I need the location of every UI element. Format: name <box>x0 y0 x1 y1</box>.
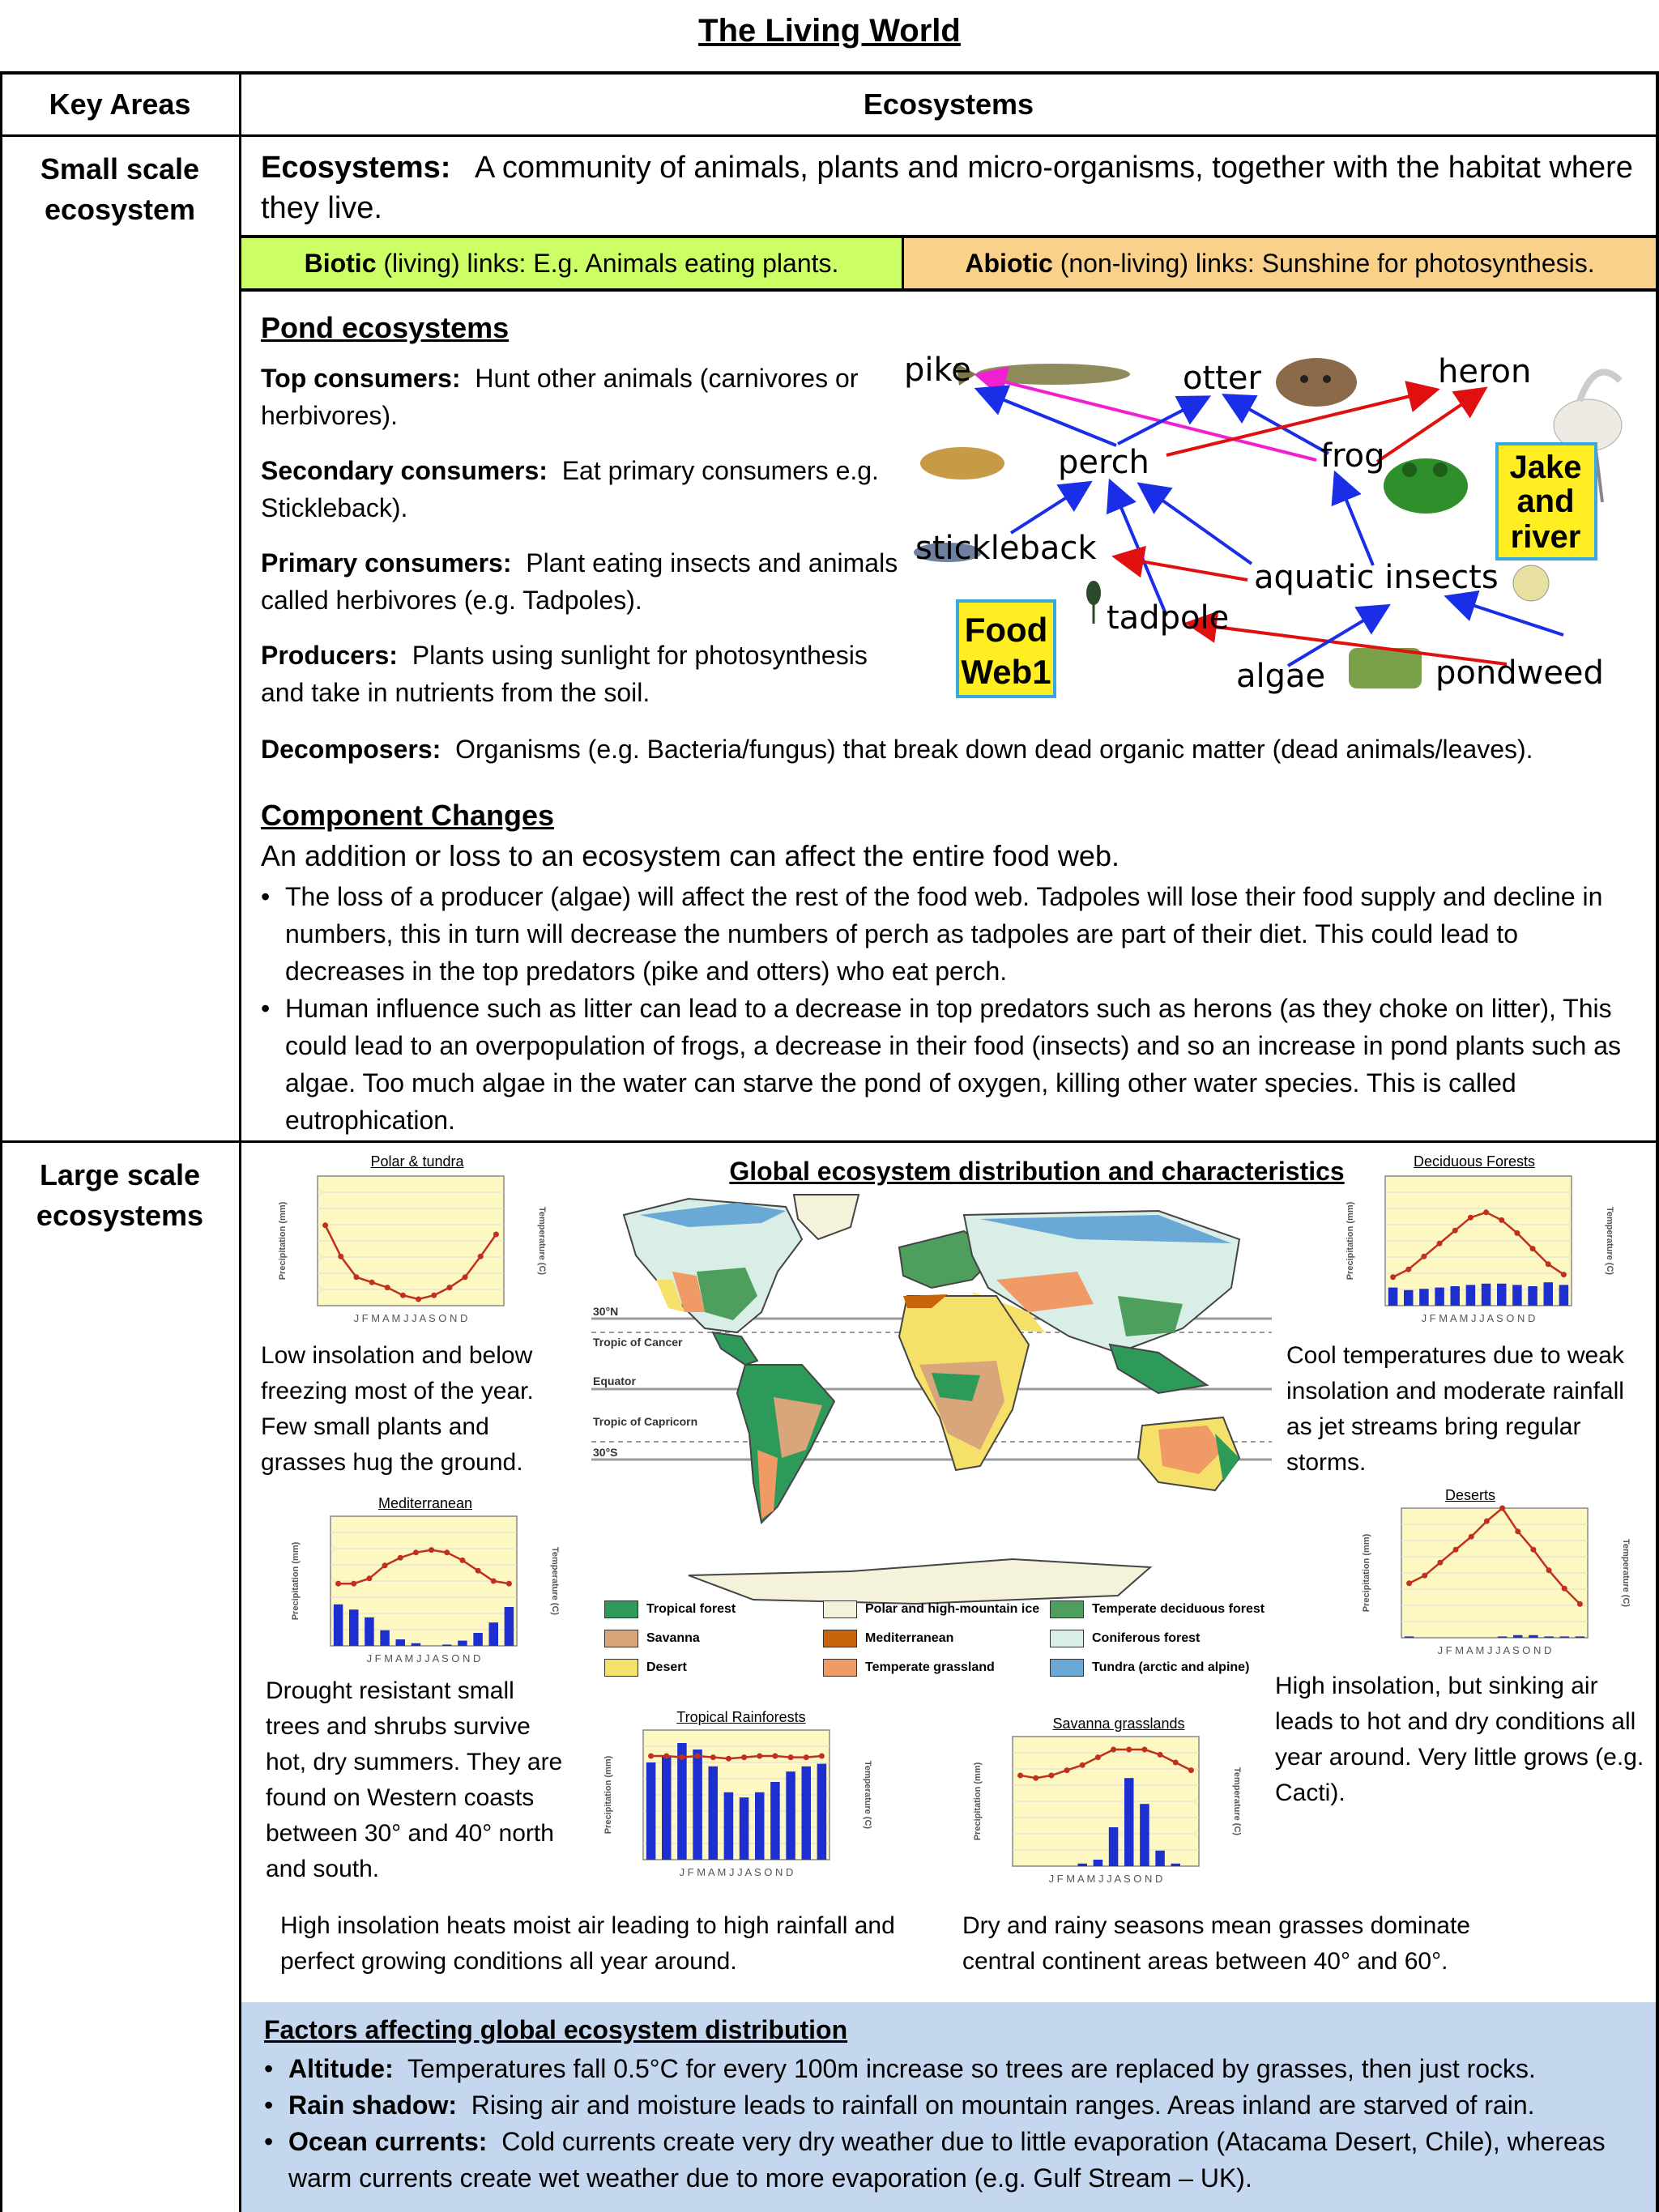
legend-label: Tundra (arctic and alpine) <box>1092 1660 1250 1675</box>
precip-bar <box>334 1605 343 1646</box>
food-web-diagram <box>899 340 1644 713</box>
temperature-point <box>1173 1760 1179 1766</box>
precip-bar <box>412 1643 421 1646</box>
precip-bar <box>1451 1286 1461 1306</box>
factor-term: Rain shadow: <box>288 2091 458 2120</box>
node-algae: algae <box>1236 658 1326 695</box>
legend-label: Temperate grassland <box>865 1660 995 1675</box>
perch-picture <box>920 447 1004 479</box>
temperature-point <box>1530 1246 1536 1251</box>
precip-bar <box>1497 1284 1507 1306</box>
legend-item <box>823 1630 1050 1647</box>
pond-text: Plant eating insects and animals called herbivores (e.g. Tadpoles). <box>261 548 898 615</box>
temperature-point <box>663 1754 669 1759</box>
table-column-divider <box>239 71 241 2212</box>
legend-label: Temperate deciduous forest <box>1092 1602 1265 1617</box>
legend-label: Savanna <box>646 1631 700 1646</box>
badge2-line: Food <box>964 611 1048 649</box>
temperature-point <box>322 1222 328 1228</box>
factor-item <box>264 2051 1641 2087</box>
frog-picture <box>1384 458 1468 514</box>
temperature-point <box>726 1756 731 1762</box>
map-label-capricorn: Tropic of Capricorn <box>593 1415 698 1428</box>
algae-picture <box>1349 648 1422 688</box>
temp-axis-label: Temperature (C) <box>537 1206 547 1276</box>
pond-text: Eat primary consumers e.g. Stickleback). <box>261 456 879 522</box>
temperature-point <box>366 1575 372 1581</box>
precip-axis-label: Precipitation (mm) <box>278 1201 288 1281</box>
legend-item <box>823 1659 1050 1677</box>
changes-bullet: • The loss of a producer (algae) will affect the rest of the food web. Tadpoles will lose their food supply and decline in numbers, this in turn will decrease the numbers of perch as tadpoles are part of their diet. This could lead to decreases in the top predators (pike and otters) who eat perch. <box>261 878 1638 990</box>
precip-axis-label: Precipitation (mm) <box>603 1755 613 1835</box>
pond-term: Top consumers: <box>261 364 461 393</box>
temperature-point <box>459 1558 465 1563</box>
climate-graph-polar <box>261 1171 561 1340</box>
temperature-point <box>1017 1773 1023 1779</box>
climate-title-deserts: Deserts <box>1444 1487 1495 1503</box>
legend-swatch <box>823 1659 857 1677</box>
map-label-30s: 30°S <box>593 1446 618 1459</box>
precip-bar <box>473 1633 483 1646</box>
precip-bar <box>1512 1285 1522 1306</box>
precip-bar <box>1466 1285 1476 1306</box>
precip-bar <box>349 1609 359 1646</box>
legend-label: Coniferous forest <box>1092 1631 1201 1646</box>
temperature-point <box>1064 1767 1070 1773</box>
temp-axis-label: Temperature (C) <box>1605 1206 1614 1276</box>
climate-desc-polar: Low insolation and below freezing most of the year. Few small plants and grasses hug the ground. <box>261 1342 534 1476</box>
otter-picture <box>1276 358 1357 407</box>
precip-bar <box>646 1762 656 1860</box>
insect-picture <box>1513 565 1549 601</box>
abiotic-text: (non-living) links: Sunshine for photosynthesis. <box>1060 248 1595 278</box>
precip-bar <box>396 1639 406 1646</box>
precip-bar <box>1529 1635 1538 1638</box>
precip-bar <box>1544 1282 1554 1306</box>
temperature-point <box>382 1562 388 1568</box>
food-web1-badge <box>957 601 1055 697</box>
legend-swatch <box>1050 1600 1084 1618</box>
legend-swatch <box>1050 1630 1084 1647</box>
precip-axis-label: Precipitation (mm) <box>973 1762 983 1841</box>
precip-bar <box>786 1771 795 1860</box>
temperature-point <box>1080 1762 1085 1768</box>
legend-swatch <box>823 1630 857 1647</box>
precip-bar <box>442 1644 452 1646</box>
pond-decomposers <box>261 731 1646 768</box>
map-legend <box>604 1600 1269 1677</box>
legend-swatch <box>604 1600 638 1618</box>
legend-item <box>604 1659 823 1677</box>
factors-heading: Factors affecting global ecosystem distribution <box>264 2015 848 2044</box>
temperature-point <box>679 1754 684 1760</box>
definition-term: Ecosystems: <box>261 151 451 185</box>
definition-text: A community of animals, plants and micro-organisms, together with the habitat where they live. <box>261 151 1633 225</box>
pond-item-secondary-consumers <box>261 452 917 526</box>
node-perch: perch <box>1058 444 1149 481</box>
changes-bullet: • Human influence such as litter can lead to a decrease in top predators such as herons (as they choke on litter), This could lead to an overpopulation of frogs, a decrease in their food (insects) and so an increase in pond plants such as algae. Too much algae in the water can starve the pond of oxygen, killing other water species. This is called eutrophication. <box>261 990 1638 1139</box>
temperature-point <box>710 1754 716 1760</box>
decomposers-term: Decomposers: <box>261 735 441 764</box>
precip-bar <box>1482 1284 1491 1306</box>
temperature-point <box>1499 1217 1504 1223</box>
temperature-point <box>1095 1754 1101 1760</box>
month-axis-labels: J F M A M J J A S O N D <box>1421 1312 1536 1324</box>
climate-graph-deciduous <box>1328 1171 1628 1340</box>
node-pondweed: pondweed <box>1435 654 1604 692</box>
precip-bar <box>489 1622 499 1646</box>
precip-bar <box>1094 1860 1103 1866</box>
month-axis-labels: J F M A M J J A S O N D <box>679 1866 794 1878</box>
map-label-30n: 30°N <box>593 1305 619 1318</box>
temperature-point <box>1390 1274 1396 1280</box>
climate-title-savanna: Savanna grasslands <box>1052 1715 1185 1732</box>
factor-text: Cold currents create very dry weather due to little evaporation (Atacama Desert, Chile), whereas warm currents create wet weather due to more evaporation (e.g. Gulf Stream – UK). <box>288 2127 1606 2193</box>
legend-label: Mediterranean <box>865 1631 954 1646</box>
temperature-point <box>1514 1230 1520 1236</box>
temperature-point <box>1158 1752 1163 1758</box>
precip-bar <box>1404 1290 1414 1306</box>
climate-graph-tropical <box>586 1725 886 1894</box>
badge2-line: Web1 <box>961 653 1051 691</box>
temperature-point <box>1577 1601 1583 1607</box>
precip-bar <box>1528 1286 1537 1306</box>
factor-term: Altitude: <box>288 2054 394 2083</box>
precip-bar <box>1559 1285 1569 1306</box>
precip-bar <box>1388 1288 1398 1306</box>
precip-bar <box>1513 1635 1523 1638</box>
row-label-small-scale: Small scale ecosystem <box>40 152 200 226</box>
changes-heading: Component Changes <box>261 799 555 832</box>
temperature-point <box>369 1280 375 1285</box>
table-right-border <box>1656 71 1659 2212</box>
temperature-point <box>478 1254 484 1259</box>
temperature-point <box>476 1568 481 1574</box>
precip-bar <box>1560 1636 1570 1638</box>
table-left-border <box>0 71 2 2212</box>
node-stickleback: stickleback <box>915 530 1097 567</box>
climate-graph-savanna <box>956 1732 1256 1900</box>
temperature-point <box>1530 1547 1536 1553</box>
temp-axis-label: Temperature (C) <box>863 1760 872 1830</box>
temperature-point <box>429 1547 434 1553</box>
precip-bar <box>1124 1778 1134 1866</box>
temp-axis-label: Temperature (C) <box>1621 1538 1631 1608</box>
precip-bar <box>770 1782 780 1860</box>
month-axis-labels: J F M A M J J A S O N D <box>1048 1873 1163 1885</box>
factors-list <box>264 2051 1641 2197</box>
temp-axis-label: Temperature (C) <box>550 1546 560 1616</box>
factor-text: Temperatures fall 0.5°C for every 100m increase so trees are replaced by grasses, then just rocks. <box>407 2054 1536 2083</box>
precip-bar <box>1419 1289 1429 1306</box>
precip-bar <box>740 1797 749 1860</box>
precip-bar <box>1109 1827 1119 1866</box>
badge1-line: Jake <box>1509 450 1582 485</box>
temperature-point <box>1048 1773 1054 1779</box>
month-axis-labels: J F M A M J J A S O N D <box>353 1312 468 1324</box>
pond-text: Plants using sunlight for photosynthesis and take in nutrients from the soil. <box>261 641 868 707</box>
temperature-point <box>1437 1241 1443 1247</box>
temperature-point <box>398 1555 403 1561</box>
precip-bar <box>1155 1851 1164 1866</box>
precip-bar <box>1498 1636 1508 1638</box>
temperature-point <box>1546 1567 1552 1573</box>
temperature-point <box>416 1297 421 1302</box>
temperature-point <box>1033 1775 1038 1781</box>
precip-bar <box>1140 1804 1149 1866</box>
temperature-point <box>493 1232 499 1238</box>
node-otter: otter <box>1183 360 1261 397</box>
global-heading: Global ecosystem distribution and characteristics <box>729 1157 1345 1186</box>
climate-graph-deserts <box>1345 1503 1644 1672</box>
legend-label: Tropical forest <box>646 1602 736 1617</box>
legend-swatch <box>604 1659 638 1677</box>
precip-axis-label: Precipitation (mm) <box>291 1541 301 1621</box>
month-axis-labels: J F M A M J J A S O N D <box>1437 1644 1552 1656</box>
temperature-point <box>1452 1228 1458 1234</box>
precip-bar <box>1576 1636 1585 1638</box>
temperature-point <box>1188 1767 1194 1773</box>
legend-label: Desert <box>646 1660 687 1675</box>
abiotic-term: Abiotic <box>965 248 1053 278</box>
precip-bar <box>817 1764 827 1860</box>
pond-item-producers <box>261 637 917 711</box>
temperature-point <box>1141 1747 1147 1753</box>
legend-item <box>1050 1659 1269 1677</box>
map-label-equator: Equator <box>593 1375 636 1387</box>
precip-bar <box>709 1767 719 1860</box>
map-label-cancer: Tropic of Cancer <box>593 1336 683 1349</box>
temperature-point <box>1469 1534 1474 1540</box>
temperature-point <box>400 1293 406 1298</box>
temperature-point <box>1453 1547 1459 1553</box>
biotic-box <box>241 235 904 292</box>
pond-term: Primary consumers: <box>261 548 512 578</box>
climate-desc-savanna: Dry and rainy seasons mean grasses dominate central continent areas between 40° and 60°. <box>962 1912 1470 1975</box>
precip-bar <box>693 1750 702 1860</box>
climate-title-polar: Polar & tundra <box>370 1153 464 1170</box>
temperature-point <box>695 1754 701 1759</box>
temperature-point <box>1484 1519 1490 1524</box>
legend-swatch <box>823 1600 857 1618</box>
temperature-point <box>1515 1528 1520 1534</box>
temperature-point <box>757 1754 762 1759</box>
table-row-border <box>0 1140 1659 1143</box>
pond-item-primary-consumers <box>261 544 901 619</box>
precip-bar <box>505 1607 514 1646</box>
precip-bar <box>724 1792 734 1860</box>
biotic-term: Biotic <box>304 248 377 278</box>
node-pike: pike <box>904 352 971 389</box>
temperature-point <box>1422 1573 1427 1579</box>
temperature-point <box>804 1754 809 1760</box>
factor-text: Rising air and moisture leads to rainfall on mountain ranges. Areas inland are starved of rain. <box>471 2091 1535 2120</box>
legend-item <box>604 1600 823 1618</box>
factor-item <box>264 2087 1641 2124</box>
pike-picture <box>956 363 1130 386</box>
legend-item <box>1050 1630 1269 1647</box>
temperature-point <box>506 1581 512 1587</box>
legend-label: Polar and high-mountain ice <box>865 1602 1040 1617</box>
row-label-large-scale: Large scale ecosystems <box>36 1158 204 1232</box>
food-web-arrows <box>980 376 1563 666</box>
pond-term: Producers: <box>261 641 398 670</box>
precip-bar <box>380 1630 390 1646</box>
temperature-point <box>463 1274 468 1280</box>
temperature-point <box>1406 1580 1412 1586</box>
precip-bar <box>1405 1636 1414 1638</box>
temperature-point <box>338 1254 343 1259</box>
node-tadpole: tadpole <box>1107 599 1230 637</box>
pond-text: Hunt other animals (carnivores or herbivores). <box>261 364 859 430</box>
month-axis-labels: J F M A M J J A S O N D <box>366 1652 481 1664</box>
temperature-point <box>353 1274 359 1280</box>
biotic-text: (living) links: E.g. Animals eating plants. <box>383 248 839 278</box>
temperature-point <box>1437 1560 1443 1566</box>
legend-item <box>823 1600 1050 1618</box>
climate-title-tropical: Tropical Rainforests <box>676 1709 806 1725</box>
table-top-border <box>0 71 1659 75</box>
precip-axis-label: Precipitation (mm) <box>1362 1533 1371 1613</box>
temperature-point <box>1499 1506 1505 1511</box>
precip-bar <box>1078 1864 1088 1866</box>
temperature-point <box>1111 1747 1116 1753</box>
node-frog: frog <box>1320 437 1385 475</box>
temperature-point <box>1562 1586 1567 1592</box>
climate-title-deciduous: Deciduous Forests <box>1413 1153 1536 1170</box>
temperature-point <box>741 1754 747 1760</box>
temperature-point <box>1468 1215 1473 1221</box>
temperature-point <box>648 1754 654 1759</box>
precip-bar <box>677 1743 687 1860</box>
node-heron: heron <box>1438 353 1532 390</box>
precip-bar <box>365 1617 374 1646</box>
factor-item <box>264 2124 1641 2197</box>
factor-term: Ocean currents: <box>288 2127 488 2156</box>
climate-desc-tropical: High insolation heats moist air leading to high rainfall and perfect growing conditions all year around. <box>280 1912 895 1975</box>
badge1-line: river <box>1510 519 1581 555</box>
temperature-point <box>1561 1272 1567 1277</box>
header-ecosystems: Ecosystems <box>863 87 1034 121</box>
climate-desc-deserts: High insolation, but sinking air leads to hot and dry conditions all year around. Very little grows (e.g. Cacti). <box>1275 1673 1644 1806</box>
jake-and-river-badge <box>1497 444 1596 559</box>
temperature-point <box>819 1754 825 1759</box>
precip-bar <box>662 1756 672 1860</box>
climate-desc-mediterranean: Drought resistant small trees and shrubs survive hot, dry summers. They are found on Western coasts between 30° and 40° north and south. <box>266 1677 563 1882</box>
temp-axis-label: Temperature (C) <box>1232 1767 1242 1836</box>
table-header-border <box>0 134 1659 137</box>
temperature-point <box>1405 1267 1411 1272</box>
decomposers-text: Organisms (e.g. Bacteria/fungus) that break down dead organic matter (dead animals/leaves). <box>455 735 1533 764</box>
pond-term: Secondary consumers: <box>261 456 548 485</box>
tadpole-picture <box>1086 581 1101 624</box>
legend-item <box>1050 1600 1269 1618</box>
legend-swatch <box>1050 1659 1084 1677</box>
climate-title-mediterranean: Mediterranean <box>377 1495 473 1511</box>
changes-bullets <box>261 878 1638 1139</box>
temperature-point <box>1546 1261 1551 1267</box>
legend-swatch <box>604 1630 638 1647</box>
temperature-point <box>444 1549 450 1555</box>
temperature-point <box>335 1581 341 1587</box>
precip-bar <box>755 1792 765 1860</box>
climate-graph-mediterranean <box>274 1511 574 1680</box>
legend-item <box>604 1630 823 1647</box>
temperature-point <box>1421 1254 1427 1259</box>
precip-bar <box>458 1641 467 1646</box>
abiotic-box <box>904 235 1656 292</box>
changes-intro: An addition or loss to an ecosystem can affect the entire food web. <box>261 839 1120 872</box>
badge1-line: and <box>1516 484 1575 519</box>
climate-desc-deciduous: Cool temperatures due to weak insolation and moderate rainfall as jet streams bring regular storms. <box>1286 1342 1624 1476</box>
temperature-point <box>385 1285 390 1290</box>
node-aquatic-insects: aquatic insects <box>1254 559 1499 596</box>
precip-axis-label: Precipitation (mm) <box>1346 1201 1355 1281</box>
temperature-point <box>491 1579 497 1584</box>
precip-bar <box>1171 1864 1181 1866</box>
pond-heading: Pond ecosystems <box>261 311 510 344</box>
precip-bar <box>1544 1636 1553 1638</box>
pond-item-top-consumers <box>261 360 901 434</box>
precip-bar <box>1435 1288 1444 1306</box>
temperature-point <box>772 1754 778 1759</box>
temperature-point <box>1126 1747 1132 1753</box>
temperature-point <box>446 1285 452 1290</box>
temperature-point <box>431 1293 437 1298</box>
temperature-point <box>1483 1209 1489 1215</box>
precip-bar <box>802 1767 812 1860</box>
temperature-point <box>788 1754 794 1760</box>
temperature-point <box>351 1581 356 1587</box>
page-title: The Living World <box>698 13 961 49</box>
header-key-areas: Key Areas <box>49 87 191 121</box>
temperature-point <box>413 1549 419 1555</box>
ecosystem-definition <box>261 147 1638 228</box>
